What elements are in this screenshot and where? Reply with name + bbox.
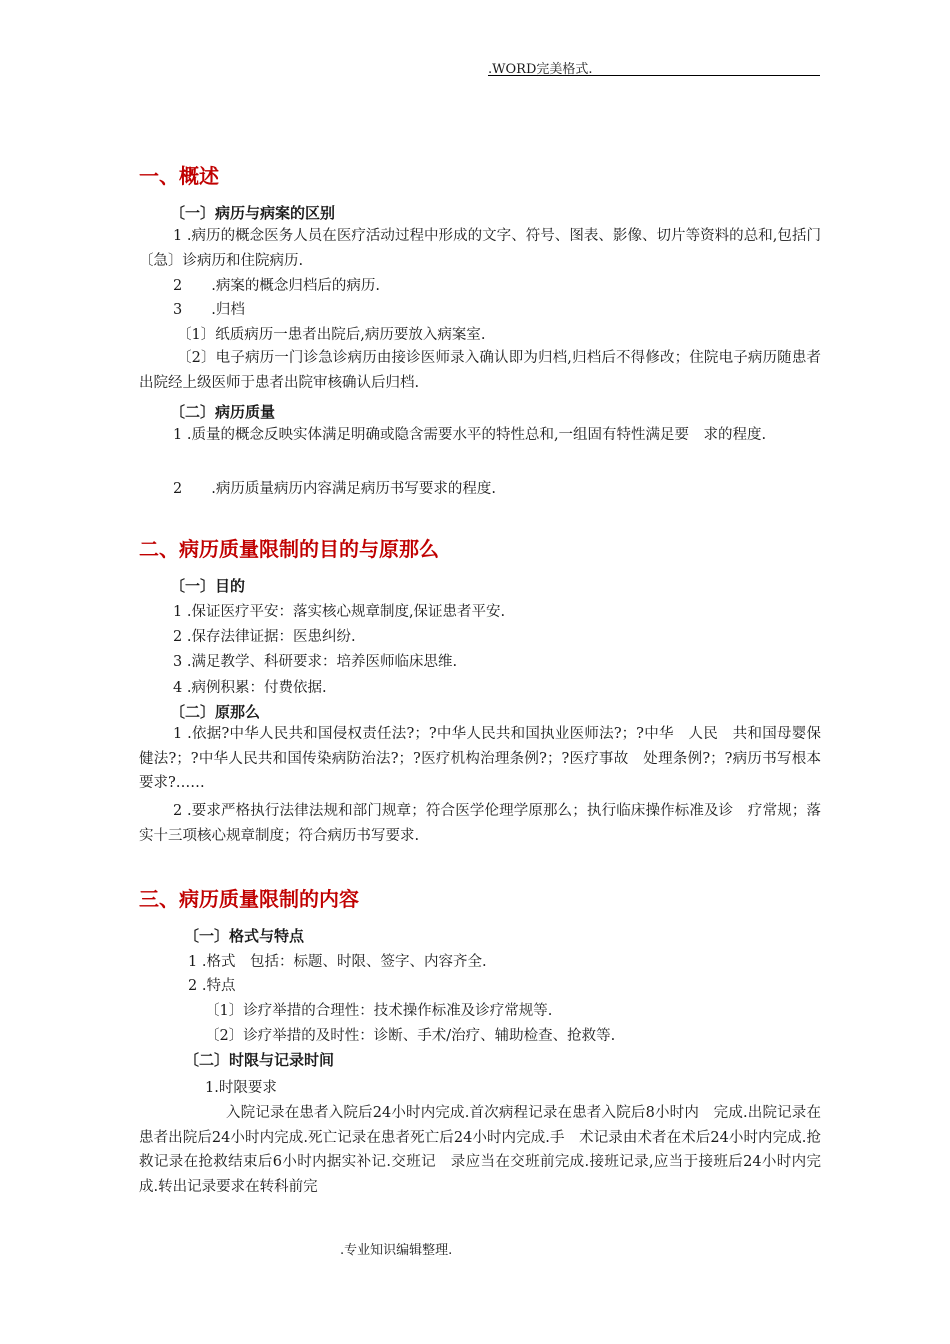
section-3-para-3: 〔1〕诊疗举措的合理性：技术操作标准及诊疗常规等. <box>205 1003 553 1019</box>
section-1-sub-2: 〔二〕病历质量 <box>170 403 276 421</box>
section-3-para-2: 2 .特点 <box>188 978 236 994</box>
section-2-sub-2: 〔二〕原那么 <box>170 703 261 721</box>
section-2-para-1: 1 .保证医疗平安：落实核心规章制度,保证患者平安. <box>173 604 506 620</box>
section-2-sub-1: 〔一〕目的 <box>170 577 246 595</box>
section-2-para-5: 1 .依据?中华人民共和国侵权责任法?；?中华人民共和国执业医师法?；?中华 人民 共和国母婴保健法?；?中华人民共和国传染病防治法?；?医疗机构治理条例?；?医疗事故 处理条例?；?病历书写根本要求?…… <box>139 726 821 791</box>
section-3-title: 三、病历质量限制的内容 <box>139 887 359 911</box>
section-1-para-3: 3 .归档 <box>173 302 245 318</box>
section-2-title: 二、病历质量限制的目的与原那么 <box>139 537 439 561</box>
section-2-para-2: 2 .保存法律证据：医患纠纷. <box>173 629 356 645</box>
section-1-para-7: 2 .病历质量病历内容满足病历书写要求的程度. <box>173 481 496 497</box>
section-3-para-5: 1.时限要求 <box>205 1080 277 1096</box>
section-1-title: 一、概述 <box>139 164 219 188</box>
section-1-para-1: 1 .病历的概念医务人员在医疗活动过程中形成的文字、符号、图表、影像、切片等资料的总和,包括门〔急〕诊病历和住院病历. <box>139 228 821 269</box>
section-3-para-1: 1 .格式 包括：标题、时限、签字、内容齐全. <box>188 954 487 970</box>
page-header <box>488 58 820 76</box>
section-1-para-4: 〔1〕纸质病历一患者出院后,病历要放入病案室. <box>177 327 486 343</box>
section-1-para-5: 〔2〕电子病历一门诊急诊病历由接诊医师录入确认即为归档,归档后不得修改；住院电子病历随患者出院经上级医师于患者出院审核确认后归档. <box>139 350 821 391</box>
section-2-para-4: 4 .病例积累：付费依据. <box>173 680 327 696</box>
section-2-para-3: 3 .满足教学、科研要求：培养医师临床思维. <box>173 654 458 670</box>
section-3-sub-2: 〔二〕时限与记录时间 <box>184 1051 335 1069</box>
section-3-para-6: 入院记录在患者入院后24小时内完成.首次病程记录在患者入院后8小时内 完成.出院记录在患者出院后24小时内完成.死亡记录在患者死亡后24小时内完成.手 术记录由术者在术后24小时内完成.抢救记录在抢救结束后6小时内据实补记.交班记 录应当在交班前完成.接班记录,应当于接班后24小时内完成.转出记录要求在转科前完 <box>139 1105 821 1195</box>
section-3-sub-1: 〔一〕格式与特点 <box>184 927 305 945</box>
section-2-para-6: 2 .要求严格执行法律法规和部门规章；符合医学伦理学原那么；执行临床操作标准及诊 疗常规；落实十三项核心规章制度；符合病历书写要求. <box>139 803 821 844</box>
section-1-para-2: 2 .病案的概念归档后的病历. <box>173 278 380 294</box>
header-text: .WORD完美格式. <box>488 62 593 77</box>
section-1-para-6: 1 .质量的概念反映实体满足明确或隐含需要水平的特性总和,一组固有特性满足要 求的程度. <box>173 427 767 443</box>
section-1-sub-1: 〔一〕病历与病案的区别 <box>170 204 336 222</box>
section-3-para-4: 〔2〕诊疗举措的及时性：诊断、手术/治疗、辅助检查、抢救等. <box>205 1028 616 1044</box>
page-footer: .专业知识编辑整理. <box>340 1243 453 1258</box>
